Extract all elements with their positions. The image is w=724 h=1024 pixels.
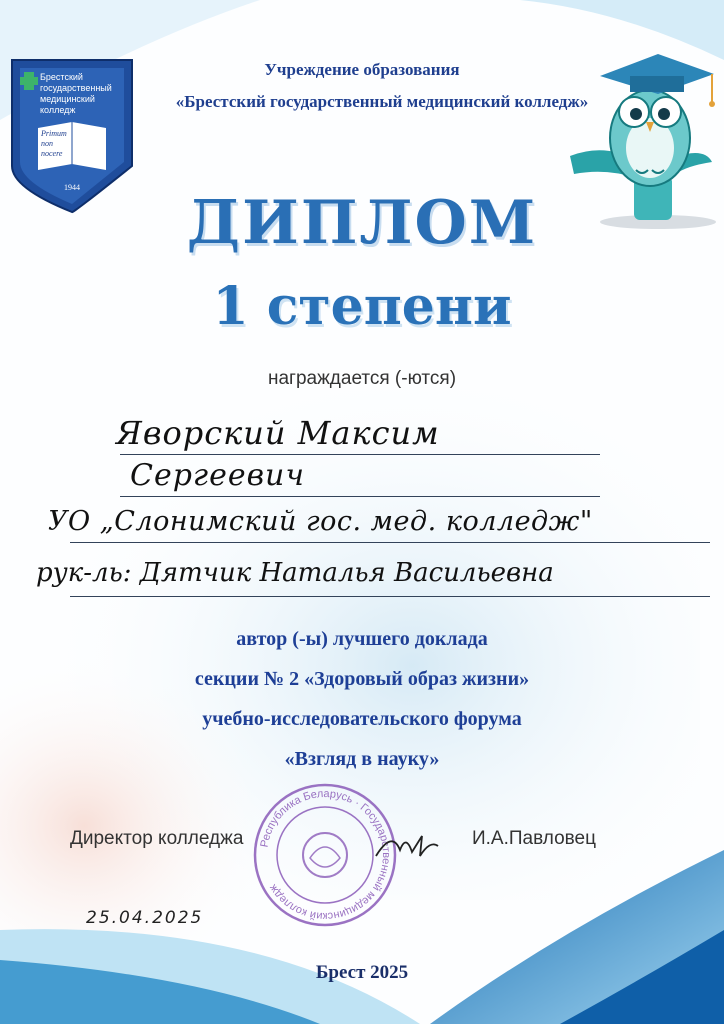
svg-text:1944: 1944 bbox=[64, 183, 80, 192]
footer-city-year: Брест 2025 bbox=[315, 962, 409, 983]
fill-line-3 bbox=[70, 542, 710, 543]
diploma-degree: 1 степени bbox=[212, 276, 512, 337]
fill-line-2 bbox=[120, 496, 600, 497]
recipient-institution: УО „Слонимский гос. мед. колледж" bbox=[48, 506, 593, 537]
svg-text:Primum: Primum bbox=[41, 129, 67, 138]
svg-text:Брестский: Брестский bbox=[40, 72, 83, 82]
institution-line1: Учреждение образования bbox=[264, 60, 460, 79]
fill-line-1 bbox=[120, 454, 600, 455]
citation-line1: автор (-ы) лучшего доклада bbox=[236, 628, 488, 650]
director-position: Директор колледжа bbox=[70, 828, 244, 849]
citation-line3: учебно-исследовательского форума bbox=[202, 708, 522, 730]
stamp-text: Республика Беларусь · Государственный медицинский колледж bbox=[258, 787, 393, 923]
award-date: 25.04.2025 bbox=[86, 908, 204, 928]
institution-line2: «Брестский государственный медицинский колледж» bbox=[175, 92, 589, 111]
citation-line4: «Взгляд в науку» bbox=[284, 748, 440, 770]
recipient-name: Яворский Максим bbox=[116, 414, 440, 452]
director-signature bbox=[372, 826, 442, 866]
supervisor: рук-ль: Дятчик Наталья Васильевна bbox=[36, 558, 554, 588]
awarded-label: награждается (-ются) bbox=[267, 368, 457, 389]
svg-text:государственный: государственный bbox=[40, 83, 112, 93]
diploma-title: ДИПЛОМ bbox=[186, 188, 538, 258]
svg-text:nocere: nocere bbox=[41, 149, 63, 158]
svg-text:non: non bbox=[41, 139, 53, 148]
svg-text:колледж: колледж bbox=[40, 105, 76, 115]
fill-line-4 bbox=[70, 596, 710, 597]
recipient-patronymic: Сергеевич bbox=[130, 458, 306, 493]
citation-line2: секции № 2 «Здоровый образ жизни» bbox=[194, 668, 530, 690]
svg-text:медицинский: медицинский bbox=[40, 94, 95, 104]
director-name: И.А.Павловец bbox=[472, 828, 596, 849]
